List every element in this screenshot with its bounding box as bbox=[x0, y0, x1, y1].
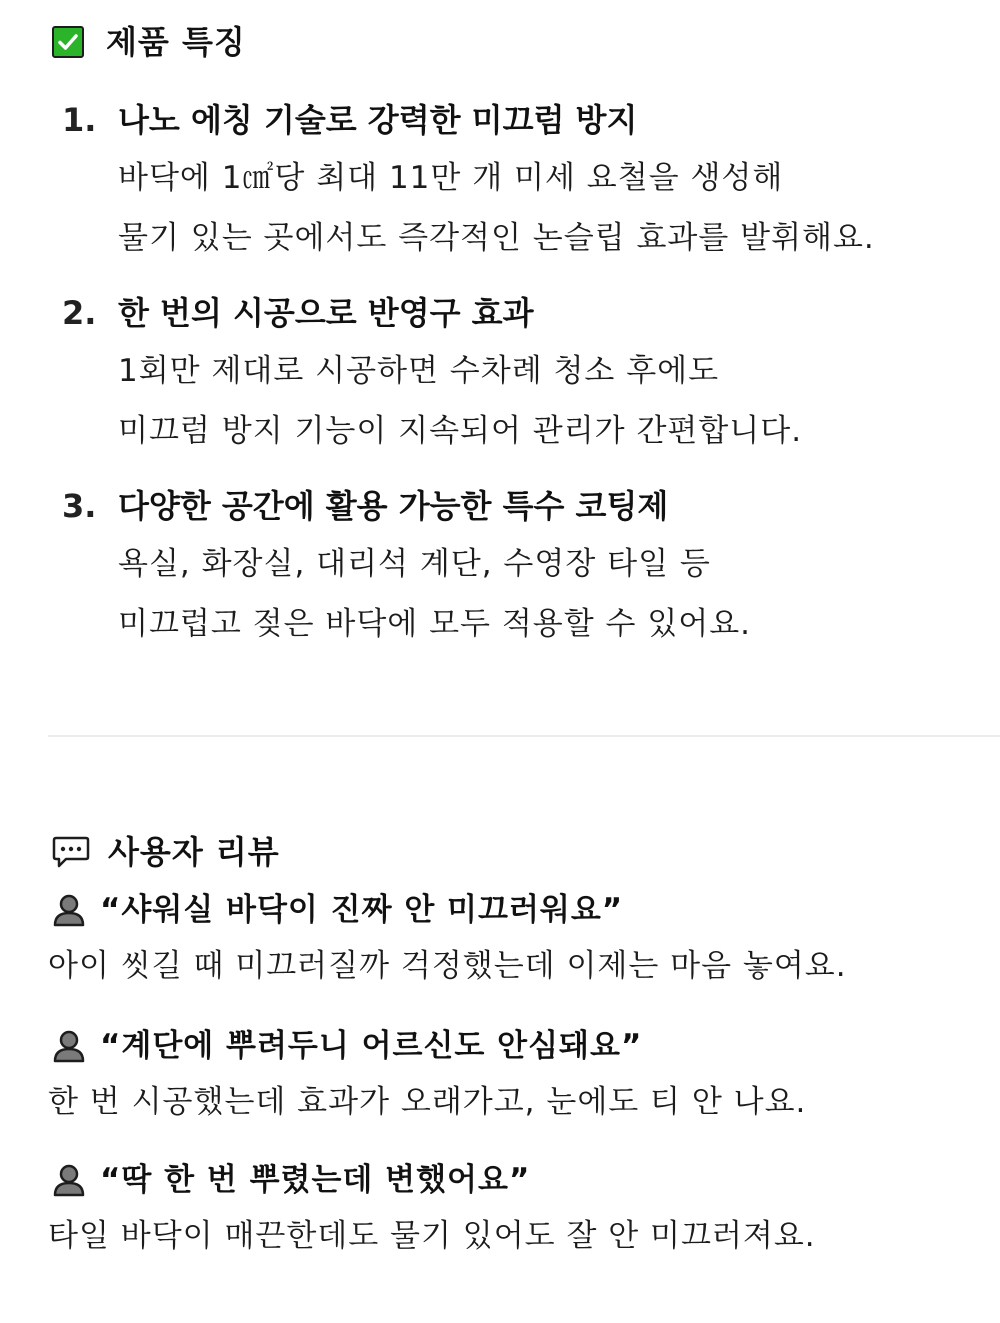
feature-description-line: 1회만 제대로 시공하면 수차례 청소 후에도 bbox=[118, 353, 720, 389]
review-item-3 bbox=[48, 1160, 988, 1256]
feature-heading: 다양한 공간에 활용 가능한 특수 코팅제 bbox=[118, 487, 669, 525]
feature-item-1 bbox=[62, 100, 982, 258]
review-quote: “딱 한 번 뿌렸는데 변했어요” bbox=[100, 1162, 531, 1198]
speech-bubble-icon bbox=[52, 835, 90, 869]
feature-number: 1. bbox=[62, 101, 97, 139]
review-quote: “샤워실 바닥이 진짜 안 미끄러워요” bbox=[100, 892, 624, 928]
feature-description-line: 바닥에 1㎠당 최대 11만 개 미세 요철을 생성해 bbox=[118, 160, 784, 196]
feature-description-line: 물기 있는 곳에서도 즉각적인 논슬립 효과를 발휘해요. bbox=[118, 220, 875, 256]
reviews-header bbox=[52, 832, 280, 872]
feature-description-line: 욕실, 화장실, 대리석 계단, 수영장 타일 등 bbox=[118, 546, 711, 582]
section-divider bbox=[48, 735, 1000, 737]
feature-item-2 bbox=[62, 293, 982, 451]
feature-heading: 나노 에칭 기술로 강력한 미끄럼 방지 bbox=[118, 101, 638, 139]
person-icon bbox=[52, 893, 86, 927]
reviews-title: 사용자 리뷰 bbox=[108, 833, 280, 871]
person-icon bbox=[52, 1163, 86, 1197]
review-item-1 bbox=[48, 890, 988, 986]
features-title: 제품 특징 bbox=[106, 23, 246, 61]
features-header bbox=[52, 22, 246, 62]
review-body: 한 번 시공했는데 효과가 오래가고, 눈에도 티 안 나요. bbox=[48, 1084, 807, 1120]
feature-number: 2. bbox=[62, 294, 97, 332]
feature-description-line: 미끄럼 방지 기능이 지속되어 관리가 간편합니다. bbox=[118, 413, 803, 449]
person-icon bbox=[52, 1029, 86, 1063]
review-quote: “계단에 뿌려두니 어르신도 안심돼요” bbox=[100, 1028, 643, 1064]
feature-number: 3. bbox=[62, 487, 97, 525]
feature-heading: 한 번의 시공으로 반영구 효과 bbox=[118, 294, 534, 332]
feature-item-3 bbox=[62, 486, 982, 644]
check-mark-icon bbox=[52, 26, 84, 58]
review-body: 타일 바닥이 매끈한데도 물기 있어도 잘 안 미끄러져요. bbox=[48, 1218, 816, 1254]
review-body: 아이 씻길 때 미끄러질까 걱정했는데 이제는 마음 놓여요. bbox=[48, 948, 847, 984]
feature-description-line: 미끄럽고 젖은 바닥에 모두 적용할 수 있어요. bbox=[118, 606, 752, 642]
review-item-2 bbox=[48, 1026, 988, 1122]
